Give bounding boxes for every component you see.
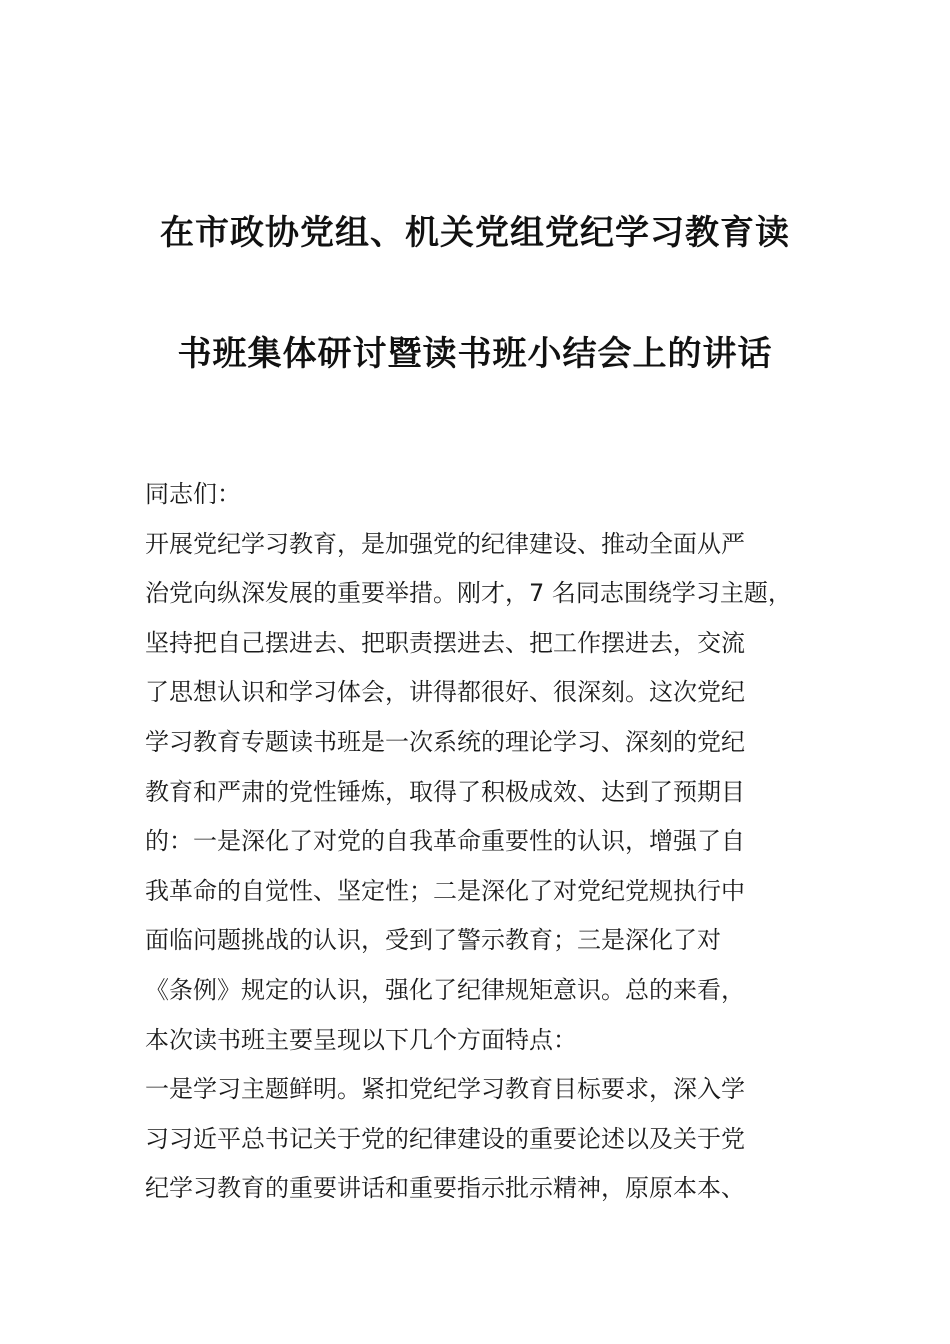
document-body [145,470,845,1214]
body-line: 习习近平总书记关于党的纪律建设的重要论述以及关于党 [145,1124,745,1153]
document-title-line-2: 书班集体研讨暨读书班小结会上的讲话 [177,334,773,374]
body-line: 一是学习主题鲜明。紧扣党纪学习教育目标要求，深入学 [145,1075,745,1104]
body-line: 纪学习教育的重要讲话和重要指示批示精神，原原本本、 [145,1174,745,1203]
body-line: 本次读书班主要呈现以下几个方面特点： [145,1025,577,1054]
document-title-line-1: 在市政协党组、机关党组党纪学习教育读 [160,213,790,253]
body-line: 《条例》规定的认识，强化了纪律规矩意识。总的来看， [145,975,745,1004]
body-line: 开展党纪学习教育，是加强党的纪律建设、推动全面从严 [145,529,745,558]
body-line: 学习教育专题读书班是一次系统的理论学习、深刻的党纪 [145,727,745,756]
body-line: 了思想认识和学习体会，讲得都很好、很深刻。这次党纪 [145,678,745,707]
body-line: 的：一是深化了对党的自我革命重要性的认识，增强了自 [145,827,745,856]
body-line: 我革命的自觉性、坚定性；二是深化了对党纪党规执行中 [145,876,745,905]
body-line: 坚持把自己摆进去、把职责摆进去、把工作摆进去，交流 [145,628,745,657]
body-line: 治党向纵深发展的重要举措。刚才，7 名同志围绕学习主题， [145,579,792,608]
body-line: 面临问题挑战的认识，受到了警示教育；三是深化了对 [145,926,721,955]
body-line: 教育和严肃的党性锤炼，取得了积极成效、达到了预期目 [145,777,745,806]
salutation: 同志们： [145,480,241,508]
